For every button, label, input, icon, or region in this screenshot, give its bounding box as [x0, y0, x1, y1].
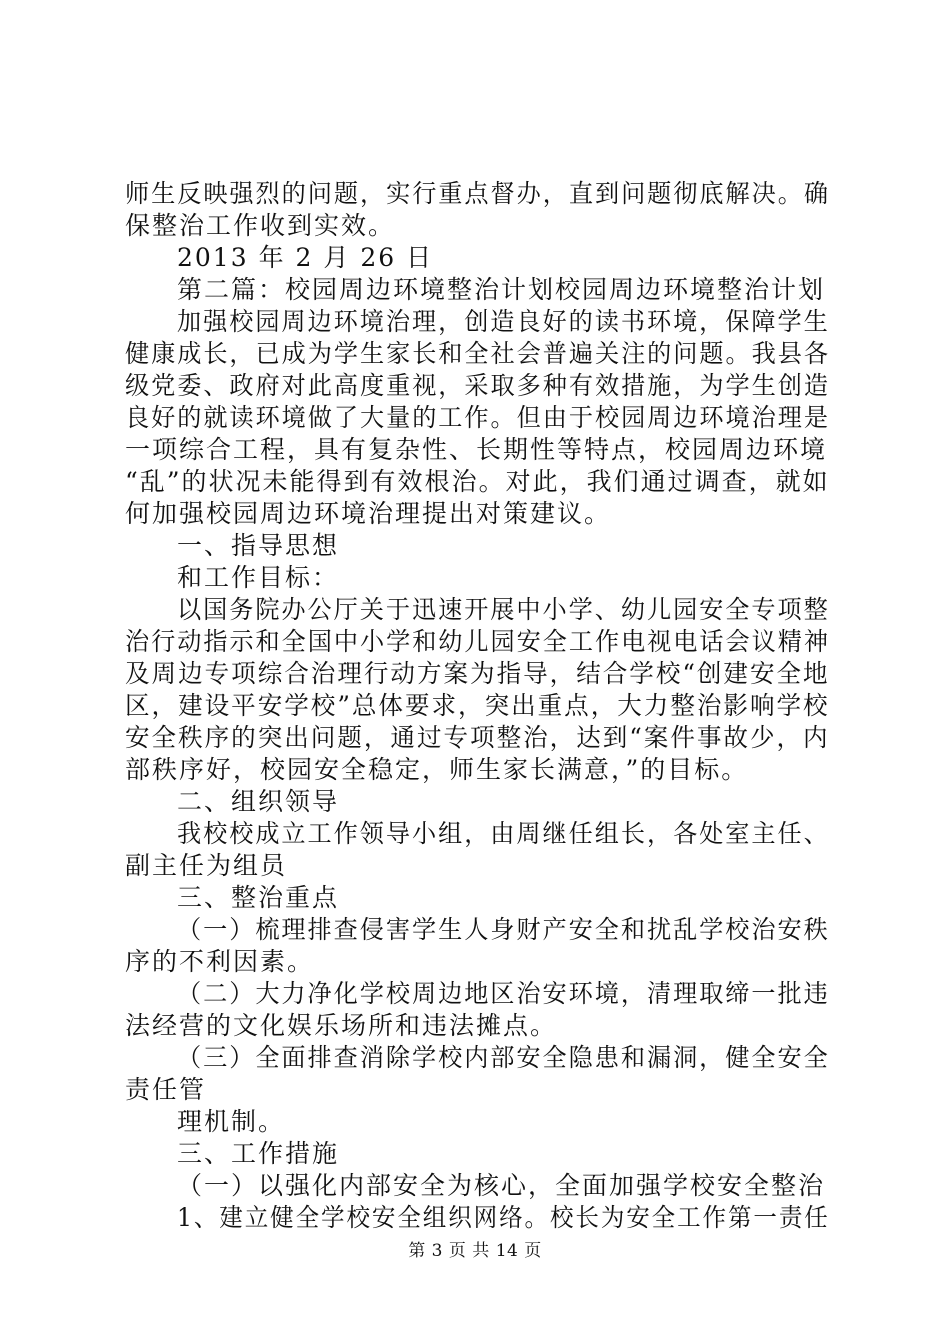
text-line: 师生反映强烈的问题，实行重点督办，直到问题彻底解决。确	[125, 179, 830, 208]
text-line: 加强校园周边环境治理，创造良好的读书环境，保障学生	[177, 307, 830, 336]
text-line: 一项综合工程，具有复杂性、长期性等特点，校园周边环境	[125, 435, 828, 464]
text-line: 区，建设平安学校”总体要求，突出重点，大力整治影响学校	[125, 691, 830, 720]
text-line: 理机制。	[177, 1107, 286, 1136]
text-line: 1、建立健全学校安全组织网络。校长为安全工作第一责任	[177, 1203, 830, 1232]
text-line: 责任管	[125, 1075, 207, 1104]
text-line: 以国务院办公厅关于迅速开展中小学、幼儿园安全专项整	[177, 595, 830, 624]
text-line: （三）全面排查消除学校内部安全隐患和漏洞，健全安全	[177, 1043, 830, 1072]
text-line: 级党委、政府对此高度重视，采取多种有效措施，为学生创造	[125, 371, 830, 400]
text-line: 序的不利因素。	[125, 947, 315, 976]
text-line: 法经营的文化娱乐场所和违法摊点。	[125, 1011, 558, 1040]
text-line: 何加强校园周边环境治理提出对策建议。	[125, 499, 612, 528]
text-line: 及周边专项综合治理行动方案为指导，结合学校“创建安全地	[125, 659, 830, 688]
text-line: 我校校成立工作领导小组，由周继任组长，各处室主任、	[177, 819, 830, 848]
text-line: 安全秩序的突出问题，通过专项整治，达到“案件事故少，内	[125, 723, 830, 752]
page-footer: 第 3 页 共 14 页	[408, 1241, 542, 1261]
heading-line: 一、指导思想	[177, 531, 340, 560]
text-line: 保整治工作收到实效。	[125, 211, 396, 240]
text-line: 健康成长，已成为学生家长和全社会普遍关注的问题。我县各	[125, 339, 830, 368]
heading-line: 三、工作措施	[177, 1139, 340, 1168]
text-line: （一）以强化内部安全为核心，全面加强学校安全整治	[177, 1171, 826, 1200]
date-line: 2013 年 2 月 26 日	[177, 243, 434, 272]
heading-line: 二、组织领导	[177, 787, 340, 816]
heading-line: 和工作目标：	[177, 563, 340, 592]
heading-line: 三、整治重点	[177, 883, 340, 912]
text-line: 副主任为组员	[125, 851, 288, 880]
section-title: 第二篇：校园周边环境整治计划校园周边环境整治计划	[177, 275, 826, 304]
text-line: 良好的就读环境做了大量的工作。但由于校园周边环境治理是	[125, 403, 830, 432]
text-line: （二）大力净化学校周边地区治安环境，清理取缔一批违	[177, 979, 830, 1008]
text-line: “乱”的状况未能得到有效根治。对此，我们通过调查，就如	[125, 467, 830, 496]
text-line: （一）梳理排查侵害学生人身财产安全和扰乱学校治安秩	[177, 915, 830, 944]
text-line: 部秩序好，校园安全稳定，师生家长满意，”的目标。	[125, 755, 749, 784]
text-line: 治行动指示和全国中小学和幼儿园安全工作电视电话会议精神	[125, 627, 830, 656]
